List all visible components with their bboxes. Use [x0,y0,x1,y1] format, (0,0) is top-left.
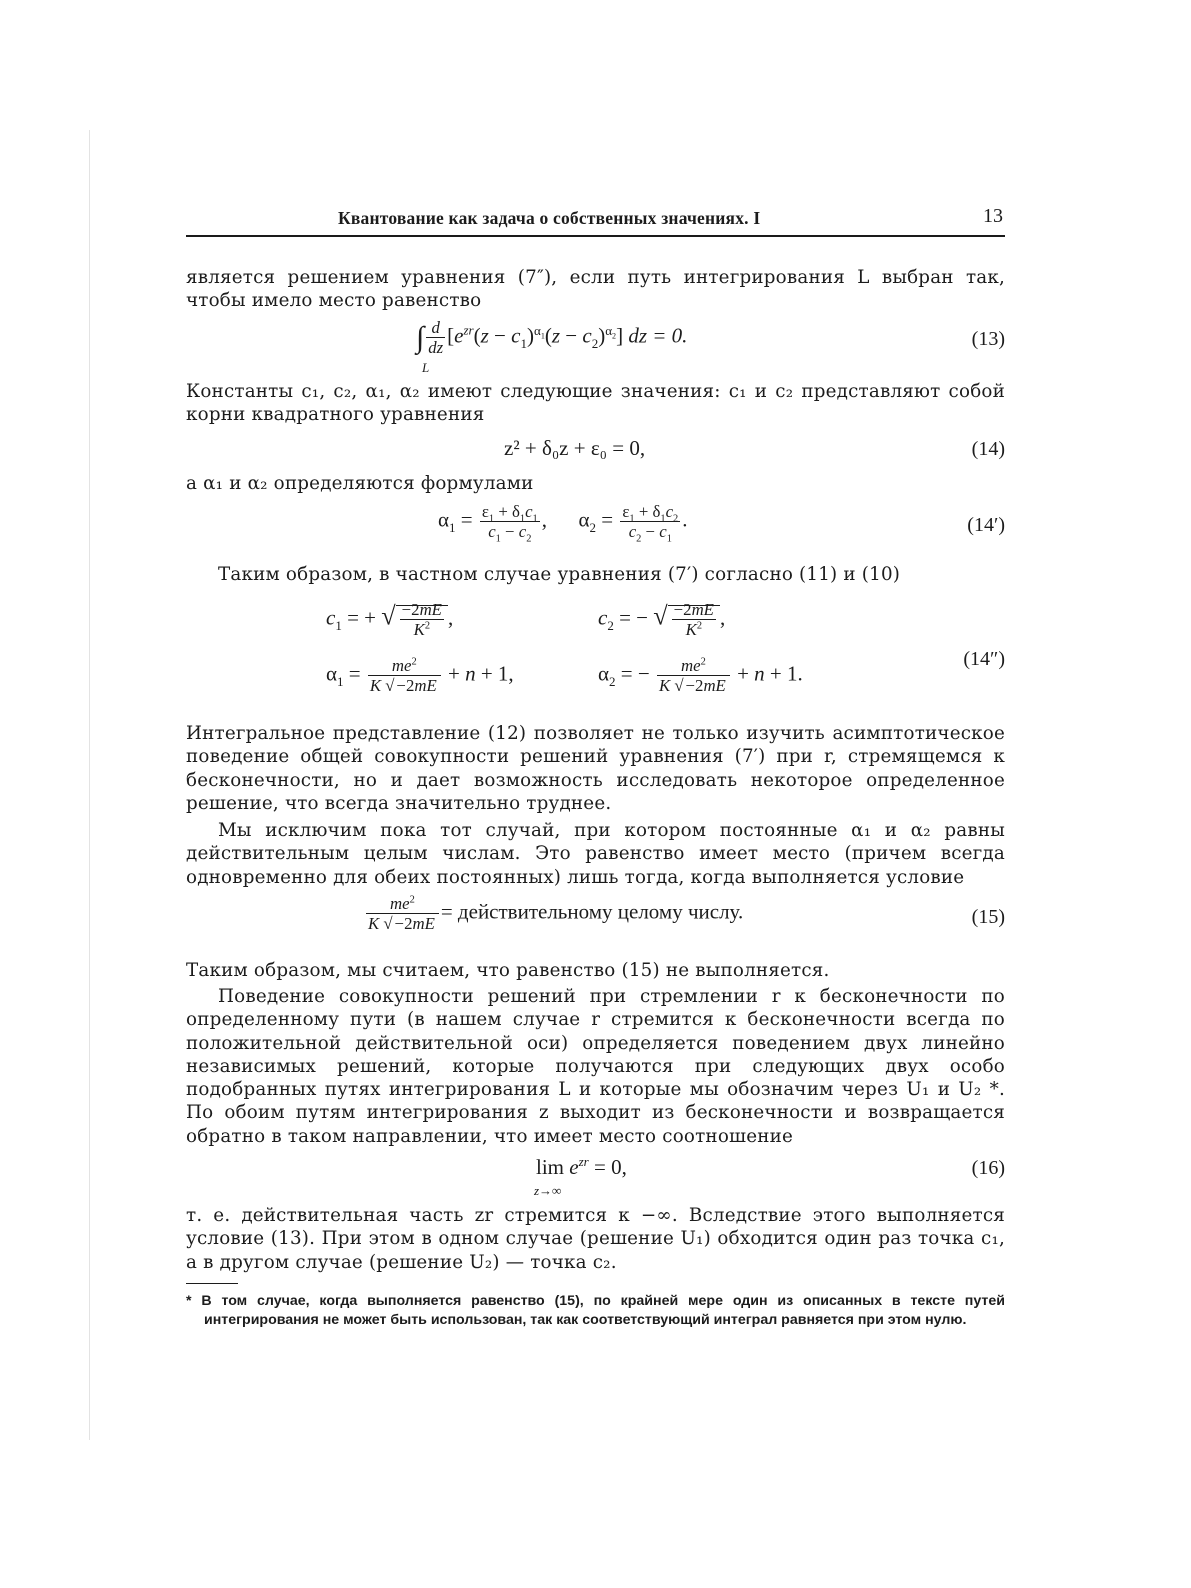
equation-14-body: z² + δ₀z + ε₀ = 0, [504,436,646,460]
equation-14-double-prime-c1: $c_1$ = + √ $\frac{-2mE}{K^2}$ , [326,600,454,640]
paragraph-7: Таким образом, мы считаем, что равенство (15) не выполняется. [186,960,830,981]
equation-14-prime-tag: (14′) [967,514,1005,536]
equation-14-prime-body: $\alpha_1$ = $\frac{\varepsilon_1 + \delta_1c_1}{c_1 - c_2}$ , $\alpha_2$ = $\frac{\varepsilon_1 + \delta_1c_2}{c_2 - c_1}$ . [438,502,688,545]
equation-16-expr: e [569,1155,579,1179]
equation-14-double-prime [186,596,1005,710]
running-header-title: Квантование как задача о собственных значениях. I [338,208,761,228]
paragraph-2: Константы c₁, c₂, α₁, α₂ имеют следующие значения: c₁ и c₂ представляют собой корни квадратного уравнения [186,381,1005,426]
equation-15 [186,894,1005,946]
equation-13-body: ∫ $\frac{d}{dz}$ $[e^{zr}(z - c_1)^{\alpha_1}(z - c_2)^{\alpha_2}]$ dz = 0. [416,318,688,358]
equation-14 [186,436,1005,476]
equation-16-lim: lim [536,1155,565,1179]
paragraph-9: т. е. действительная часть zr стремится к −∞. Вследствие этого выполняется условие (13). При этом в одном случае (решение U₁) обходится один раз точка c₁, а в другом случае (решение U₂) — точка c₂. [186,1205,1005,1273]
equation-13-tag: (13) [971,328,1005,350]
paragraph-4: Таким образом, в частном случае уравнения (7′) согласно (11) и (10) [218,564,901,585]
page-number: 13 [983,205,1003,227]
paragraph-1: является решением уравнения (7″), если путь интегрирования L выбран так, чтобы имело место равенство [186,267,1005,312]
equation-14-tag: (14) [971,438,1005,460]
equation-14-double-prime-alpha1: $\alpha_1$ = $\frac{me^2}{K √ -2mE}$ + n + 1, [326,656,514,696]
equation-16-sub: z→∞ [534,1183,562,1198]
paragraph-5: Интегральное представление (12) позволяет не только изучить асимптотическое поведение общей совокупности решений уравнения (7′) при r, стремящемся к бесконечности, но и дает возможность исследовать некоторое определенное решение, что всегда значительно труднее. [186,723,1005,814]
equation-15-rhs: = действительному целому числу. [440,899,744,924]
paragraph-3: а α₁ и α₂ определяются формулами [186,473,534,494]
paragraph-6: Мы исключим пока тот случай, при котором постоянные α₁ и α₂ равны действительным целым числам. Это равенство имеет место (причем всегда одновременно для обеих постоянных) лишь тогда, когда выполняется условие [186,820,1005,888]
equation-16-exp: zr [578,1154,589,1169]
equation-16-tag: (16) [971,1157,1005,1179]
equation-16 [186,1155,1005,1203]
equation-14-prime [186,502,1005,548]
equation-16-rhs: = 0, [588,1155,627,1179]
equation-14-double-prime-tag: (14″) [963,648,1005,670]
equation-13 [186,318,1005,374]
equation-14-double-prime-c2: $c_2$ = − √ $\frac{-2mE}{K^2}$ , [598,600,726,640]
equation-14-double-prime-alpha2: $\alpha_2$ = − $\frac{me^2}{K √ -2mE}$ + n + 1. [598,656,803,696]
running-header [186,205,1005,237]
footnote-rule [186,1283,238,1284]
paragraph-8: Поведение совокупности решений при стремлении r к бесконечности по определенному пути (в нашем случае r стремится к бесконечности всегда по положительной действительной оси) определяется поведением двух линейно независимых решений, которые получаются при следующих двух особо подобранных путях интегрирования L и которые мы обозначим через U₁ и U₂ *. По обоим путям интегрирования z выходит из бесконечности и возвращается обратно в таком направлении, что имеет место соотношение [186,986,1005,1147]
footnote: * В том случае, когда выполняется равенство (15), по крайней мере один из описанных в тексте путей интегрирования не может быть использован, так как соответствующий интеграл равняется при этом нулю. [186,1293,1005,1328]
equation-13-lower-limit: L [422,360,430,375]
equation-15-body: $\frac{me^2}{K √ -2mE}$ = действительному целому числу. [368,894,744,934]
equation-15-tag: (15) [971,906,1005,928]
page-margin-line [89,130,90,1440]
equation-13-tail: dz = 0. [628,323,688,348]
equation-16-body [536,1155,627,1180]
